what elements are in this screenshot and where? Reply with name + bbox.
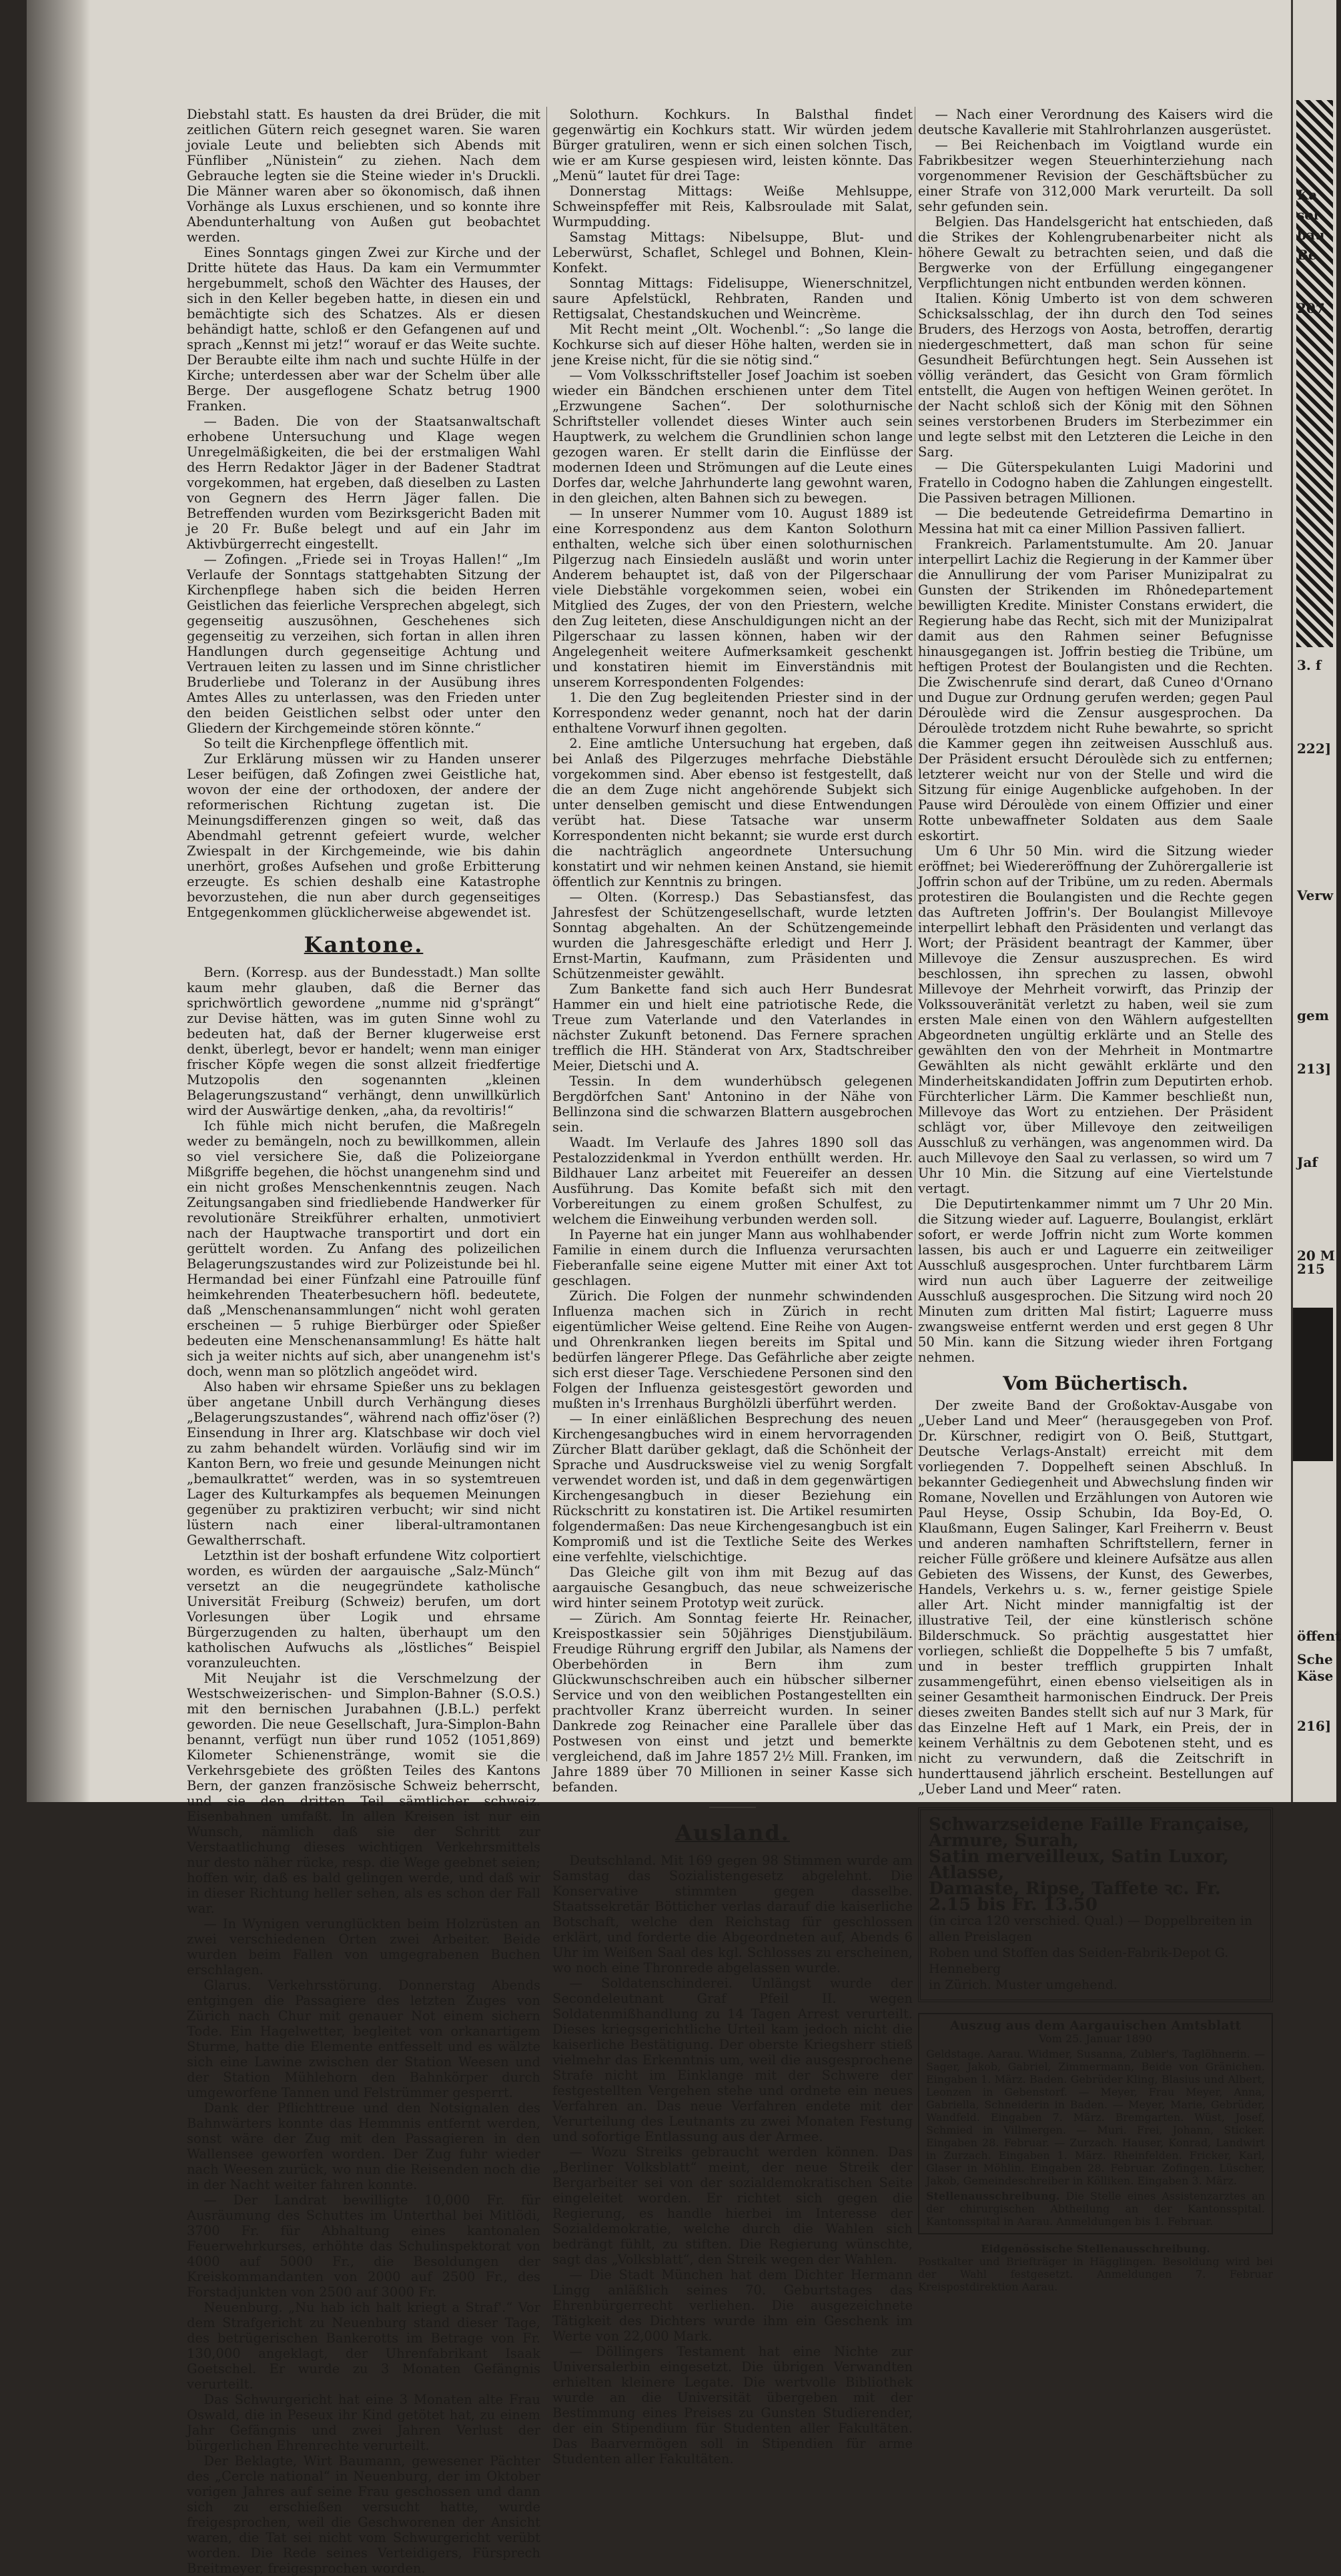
paragraph: Belgien. Das Handelsgericht hat entschieden, daß die Strikes der Kohlengrubenarbeiter nicht als höhere Gewalt zu betrachten seien, und daß die Bergwerke von der Erfüllung eingegangener Verpflichtungen nicht entbunden werden können.	[918, 214, 1273, 291]
paragraph: — Die Güterspekulanten Luigi Madorini und Fratello in Codogno haben die Zahlungen eingestellt. Die Passiven betragen Millionen.	[918, 460, 1273, 506]
edge-fragment: bau	[1297, 227, 1325, 243]
paragraph: Letzthin ist der boshaft erfundene Witz colportiert worden, es würden der aargauische „Salz-Münch“ versetzt an die neugegründete katholische Universität Freiburg (Schweiz) berufen, um dort Vorlesungen über Logik und ehrsame Bürgerzugenden zu halten, überhaupt um den katholischen Aufwuchs als „löstliches“ Beispiel voranzuleuchten.	[187, 1548, 540, 1671]
paragraph: Zürich. Die Folgen der nunmehr schwindenden Influenza machen sich in Zürich in recht eigentümlicher Weise geltend. Eine Reihe von Augen- und Ohrenkranken liegen bereits im Spital und bedürfen längerer Pflege. Das Gefährliche aber zeigte sich erst dieser Tage. Verschiedene Personen sind den Folgen der Influenza geistesgestört geworden und mußten in's Irrenhaus Burghölzli überführt werden.	[552, 1288, 913, 1411]
paragraph: Donnerstag Mittags: Weiße Mehlsuppe, Schweinspfeffer mit Reis, Kalbsroulade mit Salat, Wurmpudding.	[552, 183, 913, 230]
eidg-title: Eidgenössische Stellenausschreibung.	[981, 2242, 1210, 2255]
column-3	[918, 107, 1273, 2293]
paragraph: Frankreich. Parlamentstumulte. Am 20. Januar interpellirt Lachiz die Regierung in der Kammer über die Annullirung der vom Pariser Munizipalrat zu Gunsten der Strikenden im Rhônedepartement bewilligten Kredite. Minister Constans erwidert, die Regierung habe das Recht, sich mit der Munizipalrat damit aus den Rahmen seiner Befugnisse hinausgegangen ist. Joffrin bestieg die Tribüne, um heftigen Protest der Boulangisten und die Rechten. Die Zwischenrufe sind derart, daß Cuneo d'Ornano und Dugue zur Ordnung gerufen werden; gegen Paul Déroulède wird die Zensur ausgesprochen. Da Déroulède trotzdem nicht Ruhe bewahrte, so spricht die Kammer gegen ihn zeitweisen Ausschluß aus. Der Präsident ersucht Déroulède sich zu entfernen; letzterer weicht nur von der Stelle und wird die Sitzung für einige Augenblicke aufgehoben. In der Pause wird Déroulède von einem Offizier und einer Rotte unbewaffneter Soldaten aus dem Saale eskortirt.	[918, 536, 1273, 843]
paragraph: Um 6 Uhr 50 Min. wird die Sitzung wieder eröffnet; bei Wiedereröffnung der Zuhörergallerie ist Joffrin schon auf der Tribüne, um zu reden. Abermals protestiren die Boulangisten und die Rechte gegen das Auftreten Joffrin's. Der Boulangist Millevoye interpellirt lebhaft den Präsidenten und verlangt das Wort; der Präsident beantragt der Kammer, über Millevoye die Zensur auszusprechen. Es wird beschlossen, ihn sprechen zu lassen, obwohl Millevoye der Mehrheit vorwirft, das Prinzip der Volkssouveränität verletzt zu haben, weil sie zum ersten Male einen von den Wählern aufgestellten Abgeordneten ungültig erklärte und an Stelle des gewählten den von der Mehrheit in Montmartre Gewählten als nicht gewählt erklärte und den Minderheitskandidaten Joffrin zum Deputirten erhob. Fürchterlicher Lärm. Die Kammer beschließt nun, Millevoye das Wort zu entziehen. Der Präsident schlägt vor, über Millevoye den zeitweiligen Ausschluß zu verhängen, was angenommen wird. Da auch Millevoye den Saal zu verlassen, so wird um 7 Uhr 10 Min. die Sitzung auf eine Viertelstunde vertagt.	[918, 843, 1273, 1196]
edge-fragment: 20 M	[1297, 1248, 1335, 1264]
separator-rule	[709, 1807, 756, 1808]
paragraph: Also haben wir ehrsame Spießer uns zu beklagen über angetane Unbill durch Verhängung dieses „Belagerungszustandes“, während nach offiz'öser (?) Einsendung in Ihrer arg. Klatschbase wir doch viel zu zahm behandelt würden. Vorläufig sind wir im Kanton Bern, wo freie und gesunde Meinungen nicht „bemaulkrattet“ werden, was in so systemtreuen Lager des Kulturkampfes als bequemen Meinungen gegenüber zu praktiziren verbucht; wir sind nicht lüstern nach einer liberal-ultramontanen Gewaltherrschaft.	[187, 1379, 540, 1548]
edge-fragment: sol	[1297, 207, 1319, 223]
paragraph: Glarus. Verkehrsstörung. Donnerstag Abends entgingen die Passagiere des letzten Zuges von Zürich nach Chur mit genauer Not einem sichern Tode. Ein Hagelwetter, begleitet von orkanartigem Sturme, hatte die Elemente entfesselt und es wälzte sich eine Lawine zwischen der Station Weesen und der Station Mühlehorn den Bahnkörper durch umgeworfene Tannen und Felstrümmer gesperrt.	[187, 1978, 540, 2100]
paragraph: — In unserer Nummer vom 10. August 1889 ist eine Korrespondenz aus dem Kanton Solothurn enthalten, welche sich über einen solothurnischen Pilgerzug nach Einsiedeln ausläßt und worin unter Anderem behauptet ist, daß von der Pilgerschaar viele Diebstähle vorgekommen seien, wobei ein Mitglied des Zuges, der von den Priestern, welche den Zug leiteten, diese Anschuldigungen nicht an der Pilgerschaar zu lassen können, haben wir der Angelegenheit weitere Aufmerksamkeit geschenkt und konstatiren hiemit im Einverständnis mit unserem Korrespondenten Folgendes:	[552, 506, 913, 690]
ad-line: Satin merveilleux, Satin Luxor, Atlasse,	[929, 1847, 1229, 1883]
paragraph: Neuenburg. „Nu hab ich halt kriegt a Straf'.“ Vor dem Strafgericht zu Neuenburg stand dieser Tage, des betrügerischen Bankerotts im Betrage von Fr. 130,000 angeklagt, der Uhrenfabrikant Isaak Goetschel. Er wurde zu 3 Monaten Gefängnis verurteilt.	[187, 2300, 540, 2392]
paragraph: So teilt die Kirchenpflege öffentlich mit.	[203, 736, 469, 751]
stellen-title: Stellenausschreibung.	[926, 2190, 1060, 2202]
paragraph: Sonntag Mittags: Fidelisuppe, Wienerschnitzel, saure Apfelstückl, Rehbraten, Randen und Rettigsalat, Chestandskuchen und Weincrème.	[552, 276, 913, 322]
paragraph: Mit Recht meint „Olt. Wochenbl.“: „So lange die Kochkurse sich auf dieser Höhe halten, werden sie in jene Kreise nicht, für die sie nötig sind.“	[552, 322, 913, 368]
paragraph: Solothurn. Kochkurs. In Balsthal findet gegenwärtig ein Kochkurs statt. Wir würden jedem Bürger gratuliren, wenn er sich einen solchen Tisch, wie er am Kurse gespiesen wird, leisten könnte. Das „Menü“ lautet für drei Tage:	[552, 107, 913, 183]
edge-fragment: 3. f	[1297, 657, 1322, 673]
paragraph: 2. Eine amtliche Untersuchung hat ergeben, daß bei Anlaß des Pilgerzuges mehrfache Diebstähle vorgekommen sind. Aber ebenso ist festgestellt, daß die an dem Zuge nicht angehörende Subjekt sich unter denselben gemischt und diese Entwendungen verübt hat. Diese Tatsache war unserm Korrespondenten nicht bekannt; sie wurde erst durch die nachträglich angeordnete Untersuchung konstatirt und wir nehmen keinen Anstand, sie hiemit öffentlich zur Kenntnis zu bringen.	[552, 736, 913, 889]
edge-fragment: Jaf	[1297, 1154, 1318, 1170]
amtsblatt-text: Geldstage. Aarau. Widmer, Susanna, Zubler's, Taglöhnerin. — Sager, Jakob, Gabriel, Zimmermann, Beide von Gränichen. Eingaben 1. März. Baden. Gebrüder Kling, Blasius und Albert, Leonzen in Gebenstorf. — Meyer, Frau Meyer, Anna, Gabriella, Schneiderin in Baden. — Meyer, Marie, Gebrüder, Wandfeld. Eingaben 7. März. Bremgarten. Wüst, Josef, Schmied in Villmergen. — Muri. Frei, Johann, Sticker. Eingaben 28. Februar. — Zurzach. Hauser, Konrad, Landwirt in Zurzach. Eingaben 1. März. Rheinfelden. Fricker, Karl, Glaser in Möhlin. Eingaben 28. Februar. Zofingen. Lüscher, Jakob, Gemeindeschreiber in Kölliken. Eingaben 3. März.	[926, 2048, 1265, 2187]
paragraph: — In einer einläßlichen Besprechung des neuen Kirchengesangbuches wird in einem hervorragenden Zürcher Blatt darüber geklagt, daß die Schönheit der Sprache und Ausdrucksweise viel zu wenig Sorgfalt verwendet worden ist, und daß in dem gegenwärtigen Kirchengesangbuch in dieser Beziehung ein Rückschritt zu konstatiren ist. Die Artikel resumirten folgendermaßen: Das neue Kirchengesangbuch ist ein Kompromiß und ist die Textliche Seite des Werkes eine verfehlte, vielschichtige.	[552, 1411, 913, 1565]
silk-advertisement	[918, 1807, 1273, 2002]
paragraph: — In Wynigen verunglückten beim Holzrüsten an zwei verschiedenen Orten zwei Arbeiter. Beide wurden beim Fallen von umgegrabenen Buchen erschlagen.	[187, 1916, 540, 1978]
edge-fragment: Sche	[1297, 1651, 1333, 1667]
paragraph: Das Gleiche gilt von ihm mit Bezug auf das aargauische Gesangbuch, das neue schweizerische wird hinter seinem Prototyp weit zurück.	[552, 1565, 913, 1611]
paragraph: Mit Neujahr ist die Verschmelzung der Westschweizerischen- und Simplon-Bahner (S.O.S.) mit den bernischen Jurabahnen (J.B.L.) perfekt geworden. Die neue Gesellschaft, Jura-Simplon-Bahn benannt, verfügt nun über rund 1052 (1051,869) Kilometer Schienenstränge, womit sie die Verkehrsgebiete des größten Teiles des Kantons Bern, der ganzen französische Schweiz beherrscht, und sie den dritten Teil sämtlicher schweiz. Eisenbahnen umfaßt. In allen Kreisen ist nur ein Wunsch, nämlich daß sie der Schritt zur Verstaatlichung dieses wichtigen Verkehrsmittels nur desto näher rücke, resp. die Wege geebnet seien; hoffen wir, daß es bald gelingen werde, und daß wir in dieser Richtung heller sehen, als es schon der Fall war.	[187, 1671, 540, 1916]
paragraph: Italien. König Umberto ist von dem schweren Schicksalsschlag, der ihn durch den Tod seines Bruders, des Herzogs von Aosta, betroffen, derartig niedergeschmettert, daß man schon für seine Gesundheit Befürchtungen hegt. Sein Aussehen ist völlig verändert, das Gesicht von Gram förmlich entstellt, die Augen von heftigen Weinen gerötet. In der Nacht schloß sich der König mit den Söhnen seines verstorbenen Bruders im Sterbezimmer ein und legte selbst mit den Letzteren die Leiche in den Sarg.	[918, 291, 1273, 460]
edge-fragment: Be	[1297, 247, 1317, 263]
paragraph: — Nach einer Verordnung des Kaisers wird die deutsche Kavallerie mit Stahlrohrlanzen ausgerüstet.	[918, 107, 1273, 137]
edge-fragment: Verw	[1297, 887, 1334, 903]
paragraph: Der Beklagte, Wirt Baumann, gewesener Pächter des „Cercle national“ in Neuenburg, der im Oktober vorigen Jahres auf seine Frau geschossen und dann sich zu erschießen versucht hatte, wurde freigesprochen, weil die Geschworenen der Ansicht waren, die Tat sei nicht vom Schwurgericht verübt worden. Die Rede seines Verteidigers, Fürsprech Breitmeyer, freigesprochen worden.	[187, 2453, 540, 2576]
paragraph: Ich fühle mich nicht berufen, die Maßregeln weder zu bemängeln, noch zu bewillkommen, allein so viel versichere Sie, daß die Polizeiorgane Mißgriffe begehen, die höchst unangenehm sind und ein nicht großes Menschenkenntnis zeugen. Nach Zeitungsangaben sind friedliebende Handwerker für revolutionäre Streikführer erhalten, unmotiviert nach der Hauptwache transportirt und dort ein gerüttelt worden. Zu Anfang des polizeilichen Belagerungszustandes wird zur Polizeistunde bei hl. Hermandad bei einer Fünfzahl eine Patrouille fünf heimkehrenden Theaterbesuchern höfl. bedeutete, daß „Menschenansammlungen“ nicht wohl geraten erscheinen — 5 ruhige Bierbürger oder Spießer bedeuten eine Menschenansammlung! Es hätte halt sich ja weiter nichts auf sich, aber unangenehm ist's doch, wenn man so plötzlich angeödet wird.	[187, 1118, 540, 1379]
amtsblatt-title: Auszug aus dem Aargauischen Amtsblatt	[949, 2018, 1242, 2033]
ad-line: (in circa 120 verschied. Qual.) — Doppelbreiten in allen Preislagen	[929, 1913, 1253, 1944]
edge-fragment: Käse	[1297, 1668, 1334, 1684]
amtsblatt-date: Vom 25. Januar 1890	[1038, 2032, 1153, 2045]
paragraph: Waadt. Im Verlaufe des Jahres 1890 soll das Pestalozzidenkmal in Yverdon enthüllt werden. Hr. Bildhauer Lanz arbeitet mit Feuereifer an dessen Ausführung. Das Komite befaßt sich mit den Vorbereitungen zu einem großen Schulfest, zu welchem die Einweihung verbunden werden soll.	[552, 1135, 913, 1227]
ad-line: Damaste, Ripse, Taffete ꝛc. Fr. 2.15 bis Fr. 13.50	[929, 1879, 1221, 1915]
paragraph: Deutschland. Mit 169 gegen 98 Stimmen wurde am Samstag das Sozialistengesetz abgelehnt. Die Konservative stimmten gegen dasselbe. Staatssekretär Bötticher verlas darauf die kaiserliche Botschaft, welche den Reichstag für geschlossen erklärt, und forderte die Abgeordneten auf, Abends 6 Uhr im Weißen Saal des kgl. Schlosses zu erscheinen, wo noch eine Thronrede abgelassen wurde.	[552, 1853, 913, 1976]
eidg-text: Postkalter und Briefträger in Hägglingen. Besoldung wird bei der Wahl festgesetzt. Anmeldungen 7. Februar Kreispostdirektion Aarau.	[918, 2255, 1273, 2293]
column-2	[552, 107, 913, 2467]
paragraph: In Payerne hat ein junger Mann aus wohlhabender Familie in einem durch die Influenza verursachten Fieberanfalle seine eigene Mutter mit einer Axt tot geschlagen.	[552, 1227, 913, 1288]
paragraph: — Die Stadt München hat dem Dichter Hermann Lingg anläßlich seines 70. Geburtstages das Ehrenbürgerrecht verliehen. Die ausgezeichnete Tätigkeit des Dichters wurde ihm ein Geschenk im Werte von 22,000 Mark.	[552, 2267, 913, 2344]
edge-black-block	[1293, 1308, 1333, 1461]
paragraph: — Soldatenschinderei. Unlängst wurde der Secondeleutnant Graf Pfeil II. wegen Soldatenmißhandlung zu 14 Tagen Arrest verurteilt. Dieses kriegsgerichtliche Urteil kam jedoch nicht die kaiserliche Bestätigung. Der oberste Kriegsherr stieß vielmehr das Erkenntnis um, weil die ausgesprochene Strafe nicht im Einklange mit der Schwere der festgestellten Vergehen stehe und ordnete ein neues Verfahren an. Das neue Verfahren endete mit der Verurteilung des Leutnants zu zwei Monaten Festung und sofortige Entlassung aus der Armee.	[552, 1976, 913, 2144]
paragraph: — Zofingen. „Friede sei in Troyas Hallen!“ „Im Verlaufe der Sonntags stattgehabten Sitzung der Kirchenpflege haben sich die beiden Herren Geistlichen das feierliche Versprechen abgelegt, sich gegenseitig auszusöhnen, Geschehenes sich gegenseitig zu verzeihen, sich fortan in allen ihren Handlungen durch gegenseitige Achtung und Vertrauen leiten zu lassen und im Sinne christlicher Bruderliebe und Toleranz in der Ausübung ihres Amtes Alles zu unterlassen, was den Frieden unter den beiden Geistlichen selbst oder unter den Gliedern der Kirchgemeinde stören könnte.“	[187, 552, 540, 736]
edge-fragment: 216]	[1297, 1718, 1332, 1734]
edge-fragment: 222]	[1297, 741, 1332, 757]
column-rule	[546, 107, 547, 1761]
adjacent-page-edge	[1291, 0, 1341, 1802]
book-binding-shadow	[27, 0, 90, 1802]
ad-line: in Zürich. Muster umgehend.	[929, 1978, 1118, 1992]
section-heading-ausland: Ausland.	[675, 1820, 790, 1845]
ad-line: Schwarzseidene Faille Française, Armure, Surah,	[929, 1815, 1250, 1851]
paragraph: Samstag Mittags: Nibelsuppe, Blut- und Leberwürst, Schaflet, Schlegel und Bohnen, Klein-Konfekt.	[552, 230, 913, 276]
edge-fragment: Ka	[1297, 187, 1318, 203]
paragraph: Bern. (Korresp. aus der Bundesstadt.) Man sollte kaum mehr glauben, daß die Berner das sprichwörtlich gewordene „numme nid g'sprängt“ zur Devise hätten, was im guten Sinne wohl zu bedeuten hat, daß der Berner klugerweise erst denkt, überlegt, bevor er handelt; wenn man einiger frischer Köpfe wegen die sonst allzeit friedfertige Mutzopolis den sogenannten „kleinen Belagerungszustand“ verhängt, denn unwillkürlich wird der Auswärtige denken, „aha, da revoltiris!“	[187, 965, 540, 1118]
paragraph: Der zweite Band der Großoktav-Ausgabe von „Ueber Land und Meer“ (herausgegeben von Prof. Dr. Kürschner, redigirt von O. Beiß, Stuttgart, Deutsche Verlags-Anstalt) erreicht mit dem vorliegenden 7. Doppelheft seinen Abschluß. In bekannter Gediegenheit und Abwechslung finden wir Romane, Novellen und Erzählungen von Autoren wie Paul Heyse, Ossip Schubin, Ida Boy-Ed, O. Klaußmann, Eugen Salinger, Karl Freiherrn v. Beust und anderen namhaften Schriftstellern, ferner in reicher Fülle größere und kleinere Aufsätze aus allen Gebieten des Wissens, der Kunst, des Gewerbes, Handels, Verkehrs u. s. w., ferner geistige Spiele aller Art. Nicht minder mannigfaltig ist der illustrative Teil, der eine künstlerisch schöne Bilderschmuck. So prächtig ausgestattet hier vorliegen, schließt die Doppelhefte 5 bis 7 umfaßt, und in bester trefflich gruppirten Inhalt zusammengeführt, einen ebenso vielseitigen als in seiner Gesamtheit harmonischen Eindruck. Der Preis dieses zweiten Bandes stellt sich auf nur 3 Mark, für das Einzelne Heft auf 1 Mark, ein Preis, der in keinem Verhältnis zu dem Gebotenen steht, und es nicht zu verwundern, daß die Zeitschrift in hunderttausend jährlich erscheint. Bestellungen auf „Ueber Land und Meer“ raten.	[918, 1398, 1273, 1797]
edge-fragment: 207	[1297, 300, 1325, 316]
paragraph: 1. Die den Zug begleitenden Priester sind in der Korrespondenz weder genannt, noch hat der darin enthaltene Vorwurf ihnen gegolten.	[552, 690, 913, 736]
paragraph: Die Deputirtenkammer nimmt um 7 Uhr 20 Min. die Sitzung wieder auf. Laguerre, Boulangist, erklärt sofort, er werde Joffrin nicht zum Worte kommen lassen, bis auch er und Laguerre ein zeitweiliger Ausschluß ausgesprochen. Unter furchtbarem Lärm wird nun auch über Laguerre der zeitweilige Ausschluß ausgesprochen. Die Sitzung wird noch 20 Minuten zum dritten Mal fistirt; Laguerre muss zwangsweise entfernt werden und erst gegen 8 Uhr 50 Min. kann die Sitzung wieder ihren Fortgang nehmen.	[918, 1196, 1273, 1365]
paragraph: — Der Landrat bewilligte 10,000 Fr. für Ausräumung des Schuttes im Unterthal bei Mitlödi, 3700 Fr. für Abhaltung eines kantonalen Feuerwehrkurses, erhöhte das Schulinspektorat von 4000 auf 5000 Fr., die Besoldungen der Kreiskommandanten von 2000 auf 2500 Fr., des Forstadjunkten von 2500 auf 3000 Fr.	[187, 2192, 540, 2300]
paragraph: — Wozu Streiks gebraucht werden können. Das „Berliner Volksblatt“ meint, der neue Streik der Bergarbeiter sei von der sozialdemokratischen Seite eingeleitet worden. Er richtet sich gegen die Regierung, es handle hierbei im Interesse der Sozialdemokratie, welche durch die Wahlen sich bedrängt fühlt, zu stiften. Die Regierung wünschte, sagt das „Volksblatt“, den Streik wegen der Wahlen.	[552, 2144, 913, 2267]
edge-fragment: 215	[1297, 1261, 1325, 1277]
edge-fragment: öffent	[1297, 1628, 1341, 1644]
section-heading-kantone: Kantone.	[304, 932, 424, 957]
edge-fragment: 213]	[1297, 1061, 1332, 1077]
paragraph: — Zürich. Am Sonntag feierte Hr. Reinacher, Kreispostkassier sein 50jähriges Dienstjubiläum. Freudige Rührung ergriff den Jubilar, als Namens der Oberbehörden in Bern ihm zum Glückwunschschreiben auch ein hübscher silberner Service und von den weiblichen Postangestellten ein prachtvoller Kranz überreicht wurden. In seiner Dankrede zog Reinacher eine Parallele über das Postwesen von einst und jetzt und bemerkte vergleichend, daß im Jahre 1857 2½ Mill. Franken, im Jahre 1889 über 70 Millionen in seiner Kasse sich befanden.	[552, 1611, 913, 1795]
paragraph: Dank der Pflichttreue und den Notsignalen des Bahnwärters konnte das Hemmnis entfernt werden, sonst wäre der Zug mit den Passagieren in den Wallensee geworfen worden. Der Zug fuhr wieder nach Weesen zurück, wo nun die Reisenden noch die in der Nacht weiter fahren konnte.	[187, 2100, 540, 2192]
edge-fragment: gem	[1297, 1007, 1329, 1023]
newspaper-page	[27, 0, 1291, 2576]
paragraph: Tessin. In dem wunderhübsch gelegenen Bergdörfchen Sant' Antonino in der Nähe von Bellinzona sind die schwarzen Blattern ausgebrochen sein.	[552, 1074, 913, 1135]
amtsblatt-box	[918, 2013, 1273, 2234]
paragraph: Zum Bankette fand sich auch Herr Bundesrat Hammer ein und hielt eine patriotische Rede, die Treue zum Vaterlande und den Vaterlandes in nächster Zukunft betonend. Das Fernere sprachen trefflich die HH. Ständerat von Arx, Stadtschreiber Meier, Dietschi und A.	[552, 981, 913, 1074]
paragraph: — Bei Reichenbach im Voigtland wurde ein Fabrikbesitzer wegen Steuerhinterziehung nach vorgenommener Revision der Geschäftsbücher zu einer Strafe von 312,000 Mark verurteilt. Da soll sehr gefunden sein.	[918, 137, 1273, 214]
paragraph: — Vom Volksschriftsteller Josef Joachim ist soeben wieder ein Bändchen erschienen unter dem Titel „Erzwungene Sachen“. Der solothurnische Schriftsteller vollendet dieses Winter auch sein Hauptwerk, zu welchem die Grundlinien schon lange gezogen waren. Er stellt darin die Einflüsse der modernen Ideen und Strömungen auf die Leute eines Dorfes dar, welche Jahrhunderte lang gewohnt waren, in den gleichen, alten Bahnen sich zu bewegen.	[552, 368, 913, 506]
ornamental-pattern	[1296, 100, 1333, 647]
paragraph: — Olten. (Korresp.) Das Sebastiansfest, das Jahresfest der Schützengesellschaft, wurde letzten Sonntag abgehalten. An der Schützengemeinde wurden die Jahresgeschäfte erledigt und Herr J. Ernst-Martin, Kaufmann, zum Präsidenten und Schützenmeister gewählt.	[552, 889, 913, 981]
paragraph: Zur Erklärung müssen wir zu Handen unserer Leser beifügen, daß Zofingen zwei Geistliche hat, wovon der eine der orthodoxen, der andere der reformerischen Richtung zugetan ist. Die Meinungsdifferenzen gingen so weit, daß das Abendmahl getrennt gefeiert wurde, welcher Zwiespalt in der Kirchgemeinde, wie bis dahin unerhört, großes Aufsehen und große Erbitterung erzeugte. Es schien deshalb eine Katastrophe bevorzustehen, die nun aber durch gegenseitiges Entgegenkommen glücklicherweise abgewendet ist.	[187, 751, 540, 920]
paragraph: Eines Sonntags gingen Zwei zur Kirche und der Dritte hütete das Haus. Da kam ein Vermummter hergebummelt, schoß den Wächter des Hauses, der sich in den Keller begeben hatte, in diesen ein und bemächtigte sich des Schatzes. Als er diesen behändigt hatte, schloß er den Gefangenen auf und sprach „Kennst mi jetz!“ worauf er das Weite suchte. Der Beraubte eilte ihm nach und suchte Hülfe in der Kirche; unterdessen aber war der Schelm über alle Berge. Der ausgeflogene Schatz betrug 1900 Franken.	[187, 245, 540, 414]
ad-line: Roben und Stoffen das Seiden-Fabrik-Depot G. Henneberg	[929, 1946, 1229, 1976]
paragraph: — Döllingers Testament hat eine Nichte zur Universalerbin eingesetzt. Die übrigen Verwandten erhielten kleinere Legate. Die wertvolle Bibliothek wurde an die Universität übergeben mit der Bestimmung eines Preises zu Gunsten Studierender, der ein Stipendium für Studenten aller Fakultäten. Das Baarvermögen soll in Stipendien für arme Studenten aller Fakultäten.	[552, 2344, 913, 2467]
column-1	[187, 107, 540, 2576]
books-heading: Vom Büchertisch.	[1003, 1372, 1188, 1394]
paragraph: Diebstahl statt. Es hausten da drei Brüder, die mit zeitlichen Gütern reich gesegnet waren. Sie waren joviale Leute und beliebten sich Abends mit Fünfliber „Nünistein“ zu ziehen. Nach dem Gebrauche legten sie die Steine wieder in's Druckli. Die Männer waren aber so ökonomisch, daß ihnen Vorhänge als Luxus erschienen, und so konnte ihre Abendunterhaltung von Außen gut beobachtet werden.	[187, 107, 540, 245]
paragraph: — Baden. Die von der Staatsanwaltschaft erhobene Untersuchung und Klage wegen Unregelmäßigkeiten, die bei der erstmaligen Wahl des Herrn Redaktor Jäger in der Badener Stadtrat vorgekommen, hat ergeben, daß dieselben zu Lasten von Gegnern des Herrn Jäger fallen. Die Betreffenden wurden vom Bezirksgericht Baden mit je 20 Fr. Buße belegt und auf ein Jahr im Aktivbürgerrecht eingestellt.	[187, 414, 540, 552]
stellen-text: Die Stelle eines Assistenzarztes an der chirurgischen Abtheilung an der Kantonsspital. Kantonsspital in Aarau. Anmeldungen bis 1. Februar.	[926, 2190, 1265, 2228]
paragraph: Das Schwurgericht hat eine 3 Monaten alte Frau Oswald, die in Peseux ihr Kind getötet hat, zu einem Jahr Gefängnis und zwei Jahren Verlust der bürgerlichen Ehrenrechte verurteilt.	[187, 2392, 540, 2453]
paragraph: — Die bedeutende Getreidefirma Demartino in Messina hat mit ca einer Million Passiven falliert.	[918, 506, 1273, 536]
